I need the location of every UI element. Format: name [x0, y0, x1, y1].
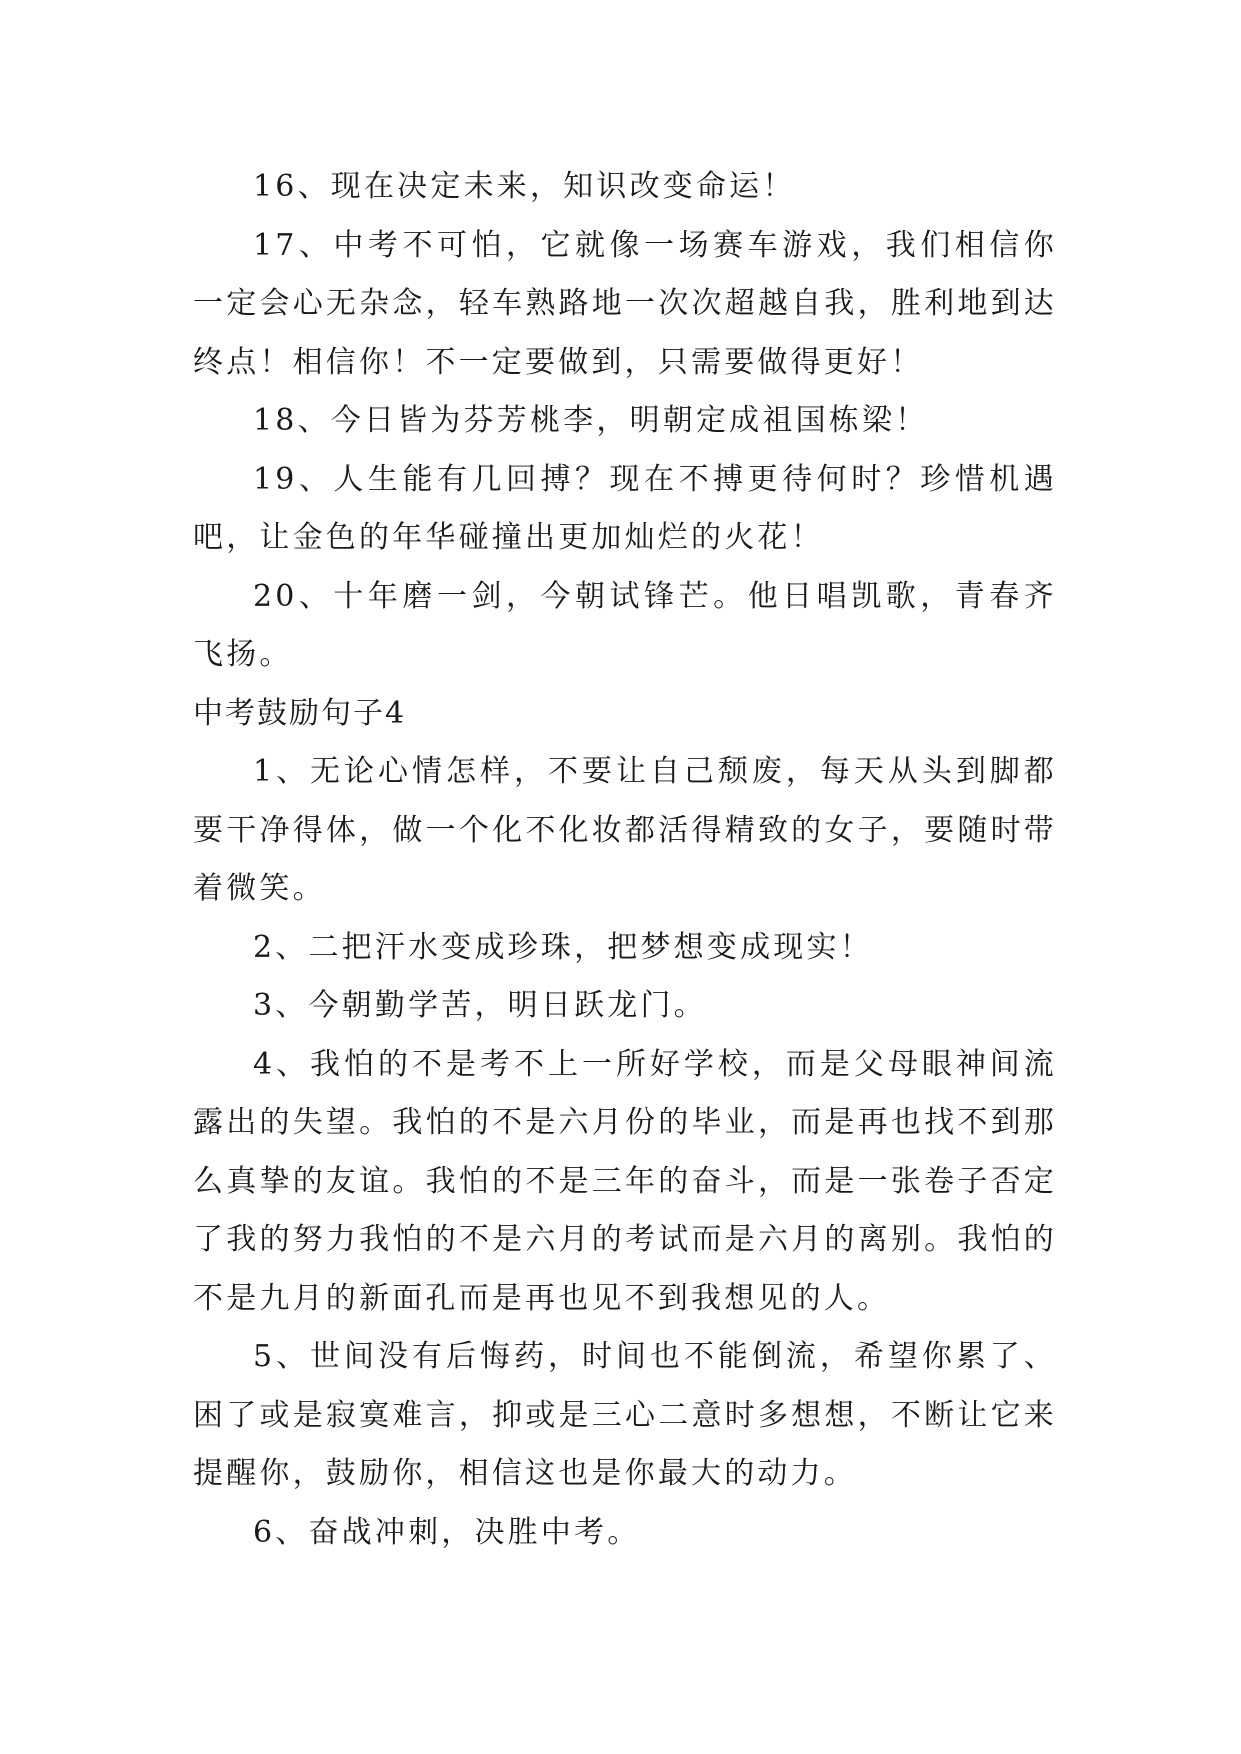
paragraph-20: 20、十年磨一剑，今朝试锋芒。他日唱凯歌，青春齐飞扬。: [193, 578, 1057, 672]
paragraph-2: 2、二把汗水变成珍珠，把梦想变成现实！: [253, 929, 873, 965]
paragraph-17: 17、中考不可怕，它就像一场赛车游戏，我们相信你一定会心无杂念，轻车熟路地一次次超越自我，胜利地到达终点！相信你！不一定要做到，只需要做得更好！: [193, 227, 1057, 380]
paragraph-5: 5、世间没有后悔药，时间也不能倒流，希望你累了、困了或是寂寞难言，抑或是三心二意时多想想，不断让它来提醒你，鼓励你，相信这也是你最大的动力。: [193, 1339, 1057, 1491]
paragraph-4: 4、我怕的不是考不上一所好学校，而是父母眼神间流露出的失望。我怕的不是六月份的毕业，而是再也找不到那么真挚的友谊。我怕的不是三年的奋斗，而是一张卷子否定了我的努力我怕的不是六月的考试而是六月的离别。我怕的不是九月的新面孔而是再也见不到我想见的人。: [193, 1046, 1057, 1316]
document-body: [193, 158, 1057, 1562]
paragraph-16: 16、现在决定未来，知识改变命运！: [253, 169, 796, 204]
paragraph-1: 1、无论心情怎样，不要让自己颓废，每天从头到脚都要干净得体，做一个化不化妆都活得精致的女子，要随时带着微笑。: [193, 754, 1057, 906]
paragraph-18: 18、今日皆为芬芳桃李，明朝定成祖国栋梁！: [253, 403, 929, 438]
section-heading: 中考鼓励句子4: [193, 695, 407, 731]
paragraph-19: 19、人生能有几回搏？现在不搏更待何时？珍惜机遇吧，让金色的年华碰撞出更加灿烂的火花！: [193, 461, 1057, 555]
paragraph-6: 6、奋战冲刺，决胜中考。: [253, 1514, 641, 1550]
paragraph-3: 3、今朝勤学苦，明日跃龙门。: [253, 988, 707, 1023]
